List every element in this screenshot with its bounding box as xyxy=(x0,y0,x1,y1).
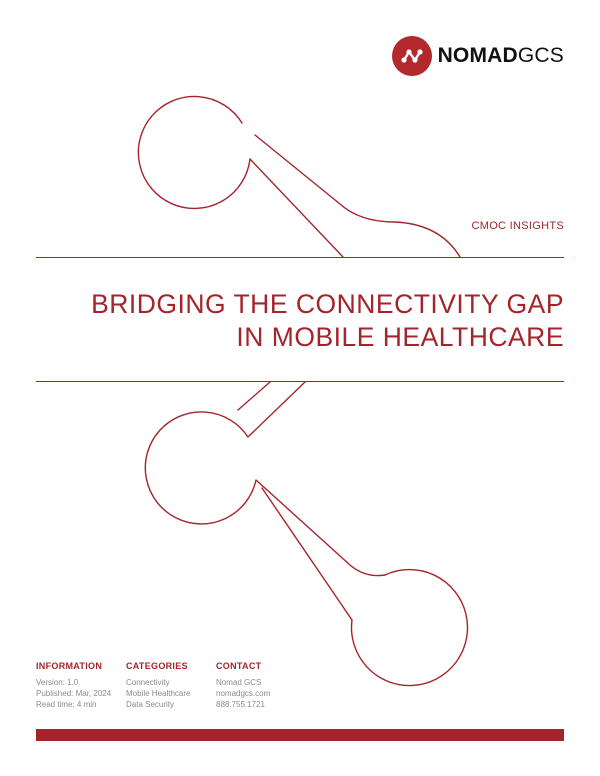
top-divider xyxy=(36,257,564,258)
category-item: Data Security xyxy=(126,700,175,709)
bottom-divider xyxy=(36,381,564,382)
brand-name-light: GCS xyxy=(517,44,564,67)
categories-heading: CATEGORIES xyxy=(126,661,188,671)
read-time-text: Read time: 4 min xyxy=(36,700,97,709)
contact-heading: CONTACT xyxy=(216,661,262,671)
contact-phone: 888.755.1721 xyxy=(216,700,265,709)
information-heading: INFORMATION xyxy=(36,661,103,671)
brand-name-bold: NOMAD xyxy=(437,44,518,67)
document-title xyxy=(24,288,564,354)
document-metadata xyxy=(36,661,306,710)
network-nodes-icon xyxy=(392,36,432,76)
brand-name xyxy=(438,44,564,68)
footer-bar xyxy=(36,729,564,741)
category-item: Mobile Healthcare xyxy=(126,689,191,698)
series-label: CMOC INSIGHTS xyxy=(471,220,564,232)
category-item: Connectivity xyxy=(126,678,170,687)
top-node-outline xyxy=(138,96,343,257)
bottom-node-large xyxy=(352,570,468,686)
contact-column xyxy=(216,661,306,710)
version-text: Version: 1.0 xyxy=(36,678,79,687)
bottom-link-left xyxy=(238,382,270,410)
categories-column xyxy=(126,661,216,710)
bottom-link-upper xyxy=(145,382,385,576)
title-line-2: IN MOBILE HEALTHCARE xyxy=(236,322,564,352)
contact-website: nomadgcs.com xyxy=(216,689,271,698)
contact-company: Nomad GCS xyxy=(216,678,262,687)
information-column xyxy=(36,661,126,710)
title-line-1: BRIDGING THE CONNECTIVITY GAP xyxy=(91,289,564,319)
published-text: Published: Mar, 2024 xyxy=(36,689,112,698)
brand-logo xyxy=(392,36,564,76)
